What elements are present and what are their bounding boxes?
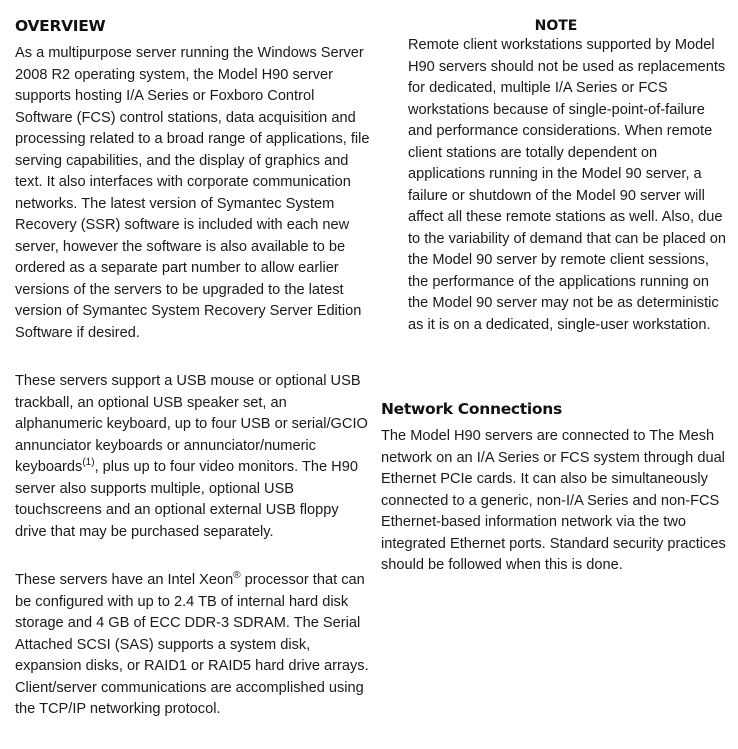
network-connections-paragraph: The Model H90 servers are connected to The Mesh network on an I/A Series or FCS system through dual Ethernet PCIe cards. It can also be simultaneously connected to a generic, non-I/A Series and non-FCS Ethernet-based information network via the two integrated Ethernet ports. Standard security practices should be followed when this is done. [381, 428, 726, 573]
overview-heading: OVERVIEW [15, 17, 106, 35]
overview-paragraph-3-text-a: These servers have an Intel Xeon [15, 572, 234, 588]
note-body: Remote client workstations supported by Model H90 servers should not be used as replacements for dedicated, multiple I/A Series or FCS workstations because of single-point-of-failure and performance considerations. When remote client stations are totally dependent on applications running in the Model 90 server, a failure or shutdown of the Model 90 server will affect all these remote stations as well. Also, due to the variability of demand that can be placed on the Model 90 server by remote client sessions, the performance of the applications running on the Model 90 server may not be as deterministic as it is on a dedicated, single-user workstation. [408, 37, 727, 333]
network-connections-heading: Network Connections [381, 400, 562, 418]
overview-paragraph-2 [15, 371, 370, 543]
note-heading: NOTE [534, 18, 578, 34]
overview-paragraph-2-text-b: , plus up to four video monitors. The H90 server also supports multiple, optional USB touchscreens and an optional external USB floppy drive that may be purchased separately. [15, 459, 358, 540]
registered-mark: ® [233, 570, 241, 582]
overview-paragraph-3 [15, 570, 370, 721]
overview-paragraph-1: As a multipurpose server running the Windows Server 2008 R2 operating system, the Model H90 server supports hosting I/A Series or Foxboro Control Software (FCS) control stations, data acquisition and processing related to a broad range of applications, file serving capabilities, and the display of graphics and text. It also interfaces with corporate communication networks. The latest version of Symantec System Recovery (SSR) software is included with each new server, however the software is also available to be ordered as a separate part number to allow earlier versions of the servers to be upgraded to the latest version of Symantec System Recovery Server Edition Software if desired. [15, 45, 370, 341]
overview-paragraph-2-text-a: These servers support a USB mouse or optional USB trackball, an optional USB speaker set, an alphanumeric keyboard, up to four USB or serial/GCIO annunciator keyboards or annunciator/numeric keyboards [15, 373, 368, 475]
footnote-marker: (1) [82, 457, 95, 469]
overview-paragraph-3-text-b: processor that can be configured with up to 2.4 TB of internal hard disk storage and 4 GB of ECC DDR-3 SDRAM. The Serial Attached SCSI (SAS) supports a system disk, expansion disks, or RAID1 or RAID5 hard drive arrays. Client/server communications are accomplished using the TCP/IP networking protocol. [15, 572, 369, 717]
